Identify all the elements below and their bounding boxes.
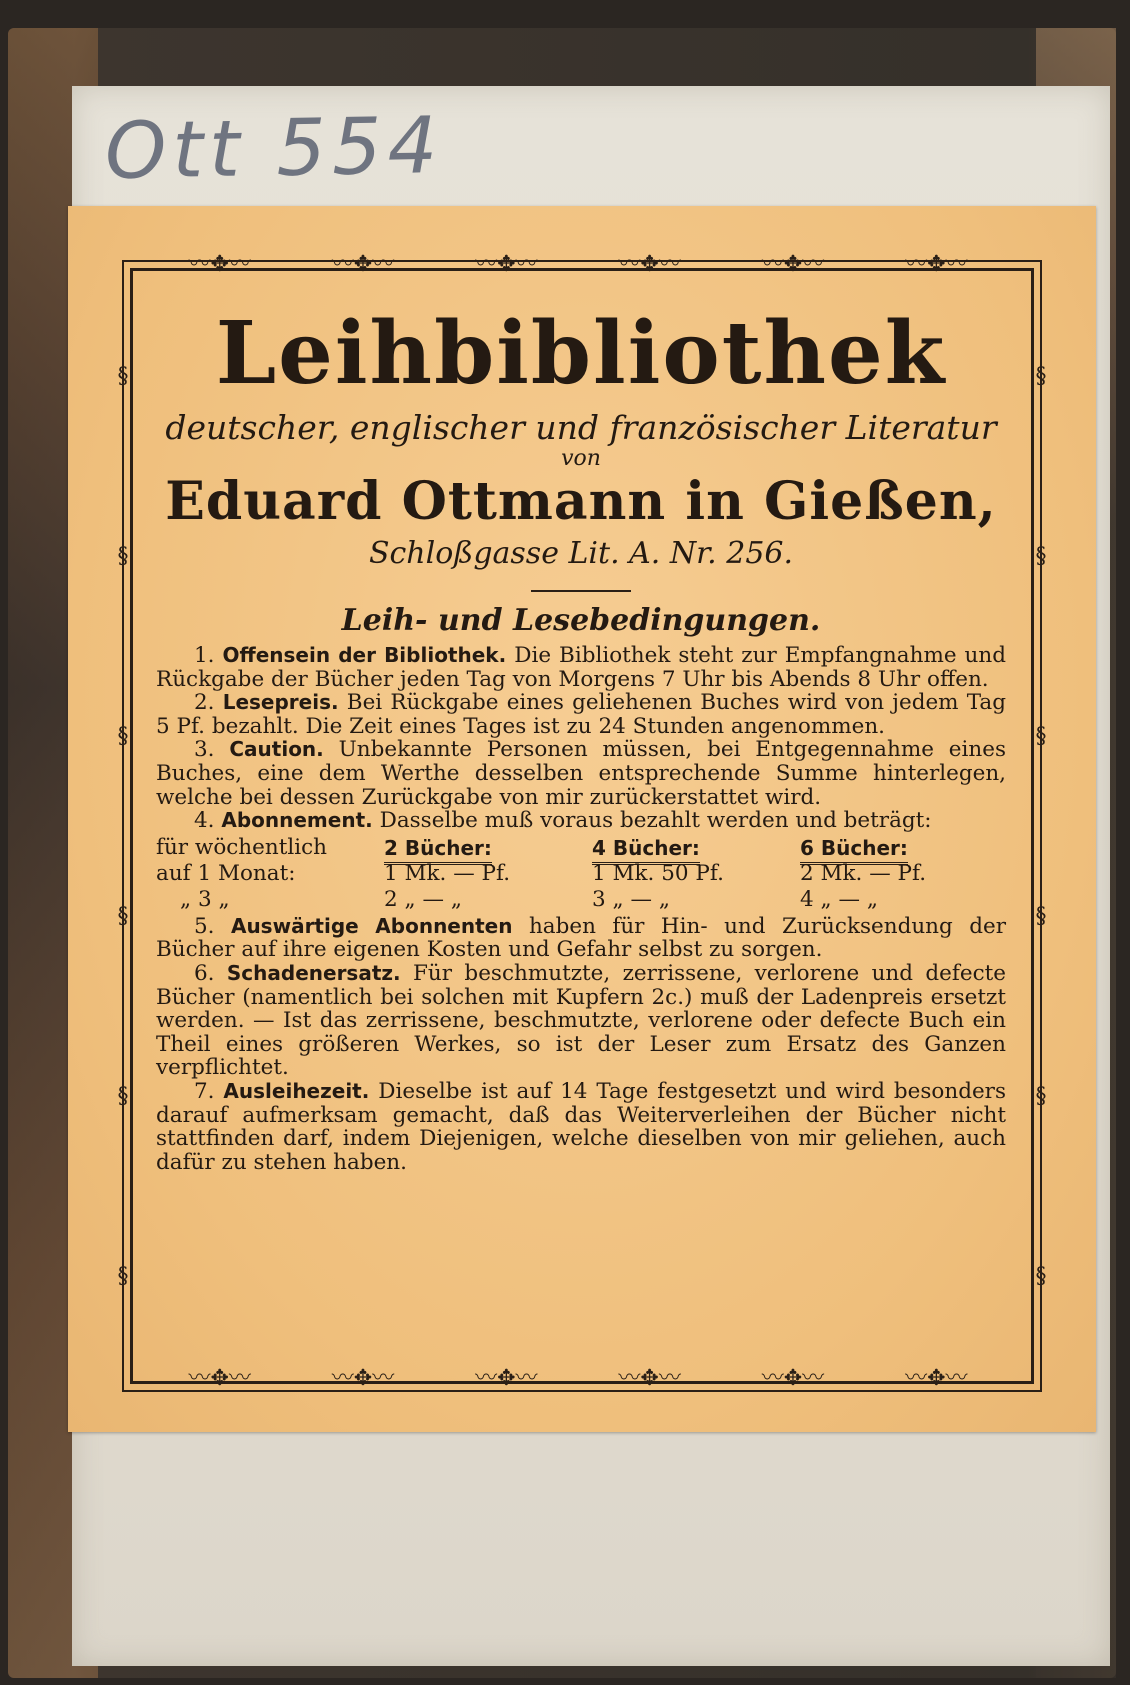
ornament-icon: 〰✥〰 <box>618 1365 681 1391</box>
condition-text: Die Bibliothek steht zur Empfangnahme und Rückgabe der Bücher jeden Tag von Morgens 7 Uhr bis Abends 8 Uhr offen. <box>156 643 1007 692</box>
ornament-icon: 〰✥〰 <box>905 1365 968 1391</box>
condition-text: Für beschmutzte, zerrissene, verlorene und defecte Bücher (namentlich bei solchen mit Kupfern 2c.) muß der Ladenpreis ersetzt werden. — Ist das zerrissene, beschmutzte, verlorene oder defecte Buch ein Theil eines größeren Werkes, so ist der Leser zum Ersatz des Ganzen verpflichtet. <box>156 960 1006 1081</box>
condition-number: 2. <box>194 690 215 716</box>
ornament-icon: § <box>1035 1263 1047 1289</box>
label-von: von <box>561 446 601 471</box>
condition-lead: Lesepreis. <box>222 690 339 715</box>
table-header-cell: 6 Bücher: <box>800 835 1000 861</box>
condition-number: 6. <box>194 960 215 986</box>
label-subtitle: deutscher, englischer und französischer Literatur <box>165 408 997 447</box>
library-label <box>68 206 1096 1432</box>
ornament-icon: 〰✥〰 <box>188 1365 251 1391</box>
condition-lead: Caution. <box>229 737 324 762</box>
table-cell: 1 Mk. — Pf. <box>384 860 511 886</box>
left-ornament-border <box>114 286 132 1366</box>
label-title: Leihbibliothek <box>215 303 947 404</box>
table-cell: 3 „ — „ <box>592 886 670 912</box>
table-header-cell: 2 Bücher: <box>384 835 592 861</box>
table-row <box>156 861 1006 887</box>
table-header-cell: 4 Bücher: <box>592 835 800 861</box>
ornament-icon: 〰✥〰 <box>331 1365 395 1391</box>
ornament-icon: 〰✥〰 <box>331 251 395 277</box>
condition-number: 7. <box>194 1078 215 1104</box>
table-cell: 2 Mk. — Pf. <box>800 860 927 886</box>
label-content <box>156 286 1006 1174</box>
ornament-icon: 〰✥〰 <box>475 251 538 277</box>
right-ornament-border <box>1032 286 1050 1366</box>
condition-number: 3. <box>194 737 215 763</box>
ornament-icon: 〰✥〰 <box>618 251 681 277</box>
label-address: Schloßgasse Lit. A. Nr. 256. <box>368 536 794 571</box>
condition-paragraph <box>156 691 1006 738</box>
ornament-icon: 〰✥〰 <box>761 251 825 277</box>
ornament-icon: § <box>117 543 129 569</box>
ornament-icon: § <box>1035 903 1047 929</box>
condition-lead: Abonnement. <box>221 808 373 833</box>
condition-lead: Auswärtige Abonnenten <box>230 913 513 938</box>
condition-paragraph <box>156 738 1006 809</box>
table-cell: 4 „ — „ <box>800 886 878 912</box>
table-row <box>156 887 1006 913</box>
conditions-heading: Leih- und Lesebedingungen. <box>341 603 821 638</box>
ornament-icon: 〰✥〰 <box>905 251 968 277</box>
ornament-icon: § <box>1035 723 1047 749</box>
condition-paragraph <box>156 915 1006 962</box>
ornament-icon: § <box>117 363 129 389</box>
condition-paragraph <box>156 962 1006 1080</box>
divider <box>531 590 631 592</box>
table-cell: auf 1 Monat: <box>156 860 296 886</box>
subscription-table <box>156 835 1006 913</box>
ornament-icon: § <box>117 723 129 749</box>
table-cell: „ 3 „ <box>180 886 230 912</box>
ornament-icon: 〰✥〰 <box>188 251 251 277</box>
ornament-icon: 〰✥〰 <box>475 1365 538 1391</box>
condition-text: Dasselbe muß voraus bezahlt werden und beträgt: <box>379 808 932 834</box>
table-header-row <box>156 835 1006 861</box>
bottom-ornament-border <box>148 1365 1008 1391</box>
condition-text: Bei Rückgabe eines geliehenen Buches wird von jedem Tag 5 Pf. bezahlt. Die Zeit eines Tages ist zu 24 Stunden angenommen. <box>156 690 1006 739</box>
label-owner: Eduard Ottmann in Gießen, <box>165 471 997 532</box>
table-header-cell: für wöchentlich <box>156 834 328 860</box>
condition-lead: Offensein der Bibliothek. <box>222 643 507 667</box>
top-ornament-border <box>148 251 1008 277</box>
ornament-icon: § <box>1035 363 1047 389</box>
condition-text: haben für Hin- und Zurücksendung der Bücher auf ihre eigenen Kosten und Gefahr selbst zu sorgen. <box>156 913 1006 963</box>
table-cell: 1 Mk. 50 Pf. <box>592 860 724 886</box>
condition-paragraph <box>156 644 1006 691</box>
condition-number: 5. <box>194 913 215 939</box>
handwritten-shelfmark: Ott 554 <box>104 101 444 197</box>
condition-text: Unbekannte Personen müssen, bei Entgegennahme eines Buches, eine dem Werthe desselben entsprechende Summe hinterlegen, welche bei dessen Zurückgabe von mir zurückerstattet wird. <box>156 737 1006 810</box>
condition-paragraph <box>156 809 1006 833</box>
ornament-icon: 〰✥〰 <box>761 1365 825 1391</box>
ornament-icon: § <box>1035 543 1047 569</box>
ornament-icon: § <box>117 1083 129 1109</box>
ornament-icon: § <box>117 903 129 929</box>
table-cell: 2 „ — „ <box>384 886 462 912</box>
condition-lead: Ausleihezeit. <box>223 1078 370 1103</box>
condition-paragraph <box>156 1080 1006 1174</box>
condition-text: Dieselbe ist auf 14 Tage festgesetzt und wird besonders darauf aufmerksam gemacht, daß das Weiterverleihen der Bücher nicht stattfinden darf, indem Diejenigen, welche dieselben von mir geliehen, auch dafür zu stehen haben. <box>156 1078 1006 1175</box>
condition-number: 1. <box>194 643 215 668</box>
condition-number: 4. <box>194 808 215 834</box>
condition-lead: Schadenersatz. <box>226 960 401 985</box>
ornament-icon: § <box>1035 1083 1047 1109</box>
ornament-icon: § <box>117 1263 129 1289</box>
